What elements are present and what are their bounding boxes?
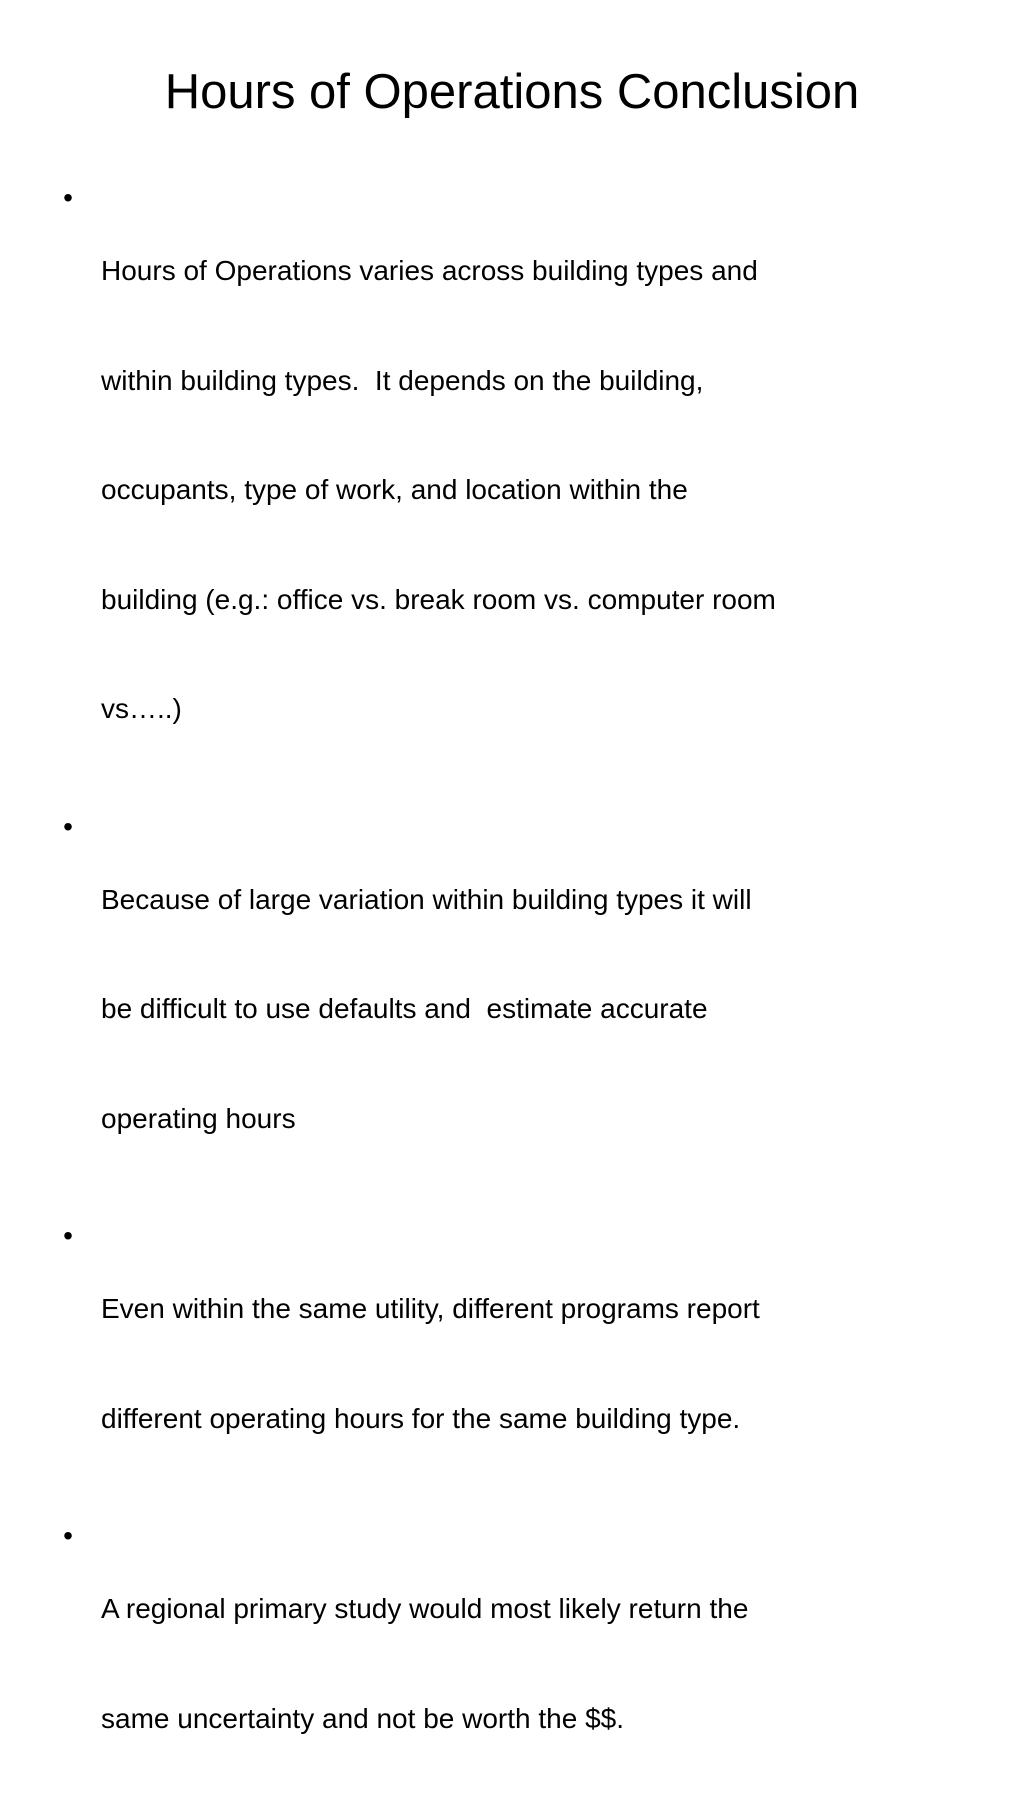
bullet-item-2 (58, 809, 978, 1211)
bullet-line: A regional primary study would most likely return the (101, 1593, 749, 1624)
bullet-line: building (e.g.: office vs. break room vs. computer room (101, 583, 776, 615)
bullet-text (101, 1518, 978, 1810)
bullet-line: Even within the same utility, different programs report (101, 1293, 760, 1324)
bullet-dot-icon: • (63, 1520, 73, 1551)
bullet-dot-icon: • (63, 1220, 73, 1251)
bullet-list (58, 180, 978, 1818)
bullet-line: same uncertainty and not be worth the $$. (101, 1702, 624, 1734)
bullet-line: different operating hours for the same building type. (101, 1402, 741, 1434)
bullet-line: be difficult to use defaults and estimate accurate (101, 993, 708, 1024)
bullet-line: within building types. It depends on the building, (101, 364, 704, 396)
bullet-dot-icon: • (63, 182, 73, 213)
bullet-line: Because of large variation within building types it will (101, 883, 752, 915)
bullet-text (101, 1218, 978, 1510)
bullet-line: Hours of Operations varies across building types and (101, 255, 758, 286)
bullet-line: operating hours (101, 1102, 296, 1134)
bullet-line: occupants, type of work, and location within the (101, 474, 688, 505)
bullet-dot-icon: • (63, 810, 73, 842)
bullet-item-4 (58, 1518, 978, 1810)
bullet-text (101, 809, 978, 1211)
bullet-item-1 (58, 180, 978, 801)
bullet-text (101, 180, 978, 801)
slide-title: Hours of Operations Conclusion (164, 65, 860, 119)
bullet-item-3 (58, 1218, 978, 1510)
bullet-line: vs…..) (101, 693, 182, 724)
